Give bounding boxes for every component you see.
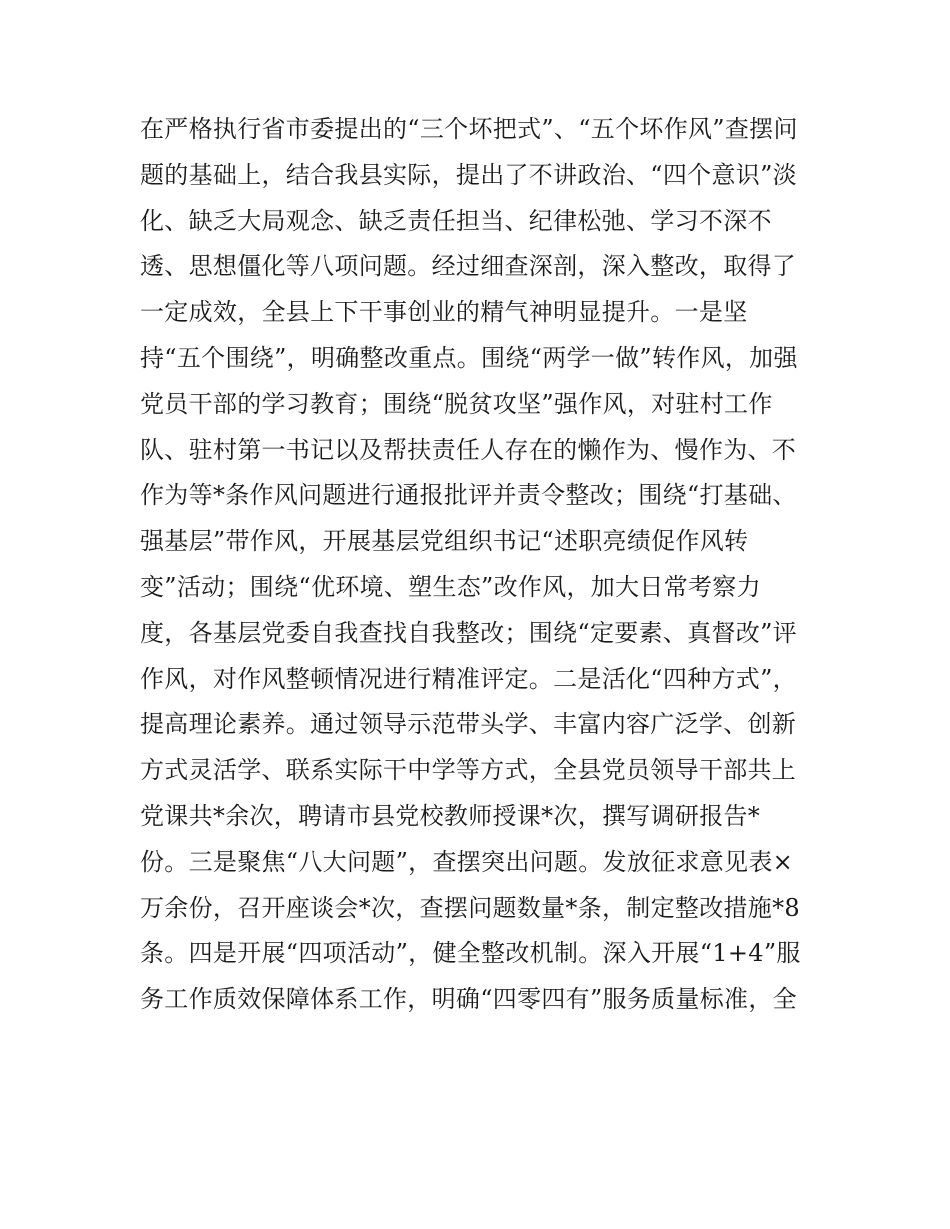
text-line: 作为等*条作风问题进行通报批评并责令整改；围绕“打基础、 <box>140 481 797 510</box>
text-line: 方式灵活学、联系实际干中学等方式，全县党员领导干部共上 <box>140 756 797 785</box>
body-text <box>140 107 820 1023</box>
text-line: 提高理论素养。通过领导示范带头学、丰富内容广泛学、创新 <box>140 710 797 739</box>
text-line: 份。三是聚焦“八大问题”，查摆突出问题。发放征求意见表× <box>140 847 794 876</box>
text-line: 度，各基层党委自我查找自我整改；围绕“定要素、真督改”评 <box>140 618 797 647</box>
text-line: 持“五个围绕”，明确整改重点。围绕“两学一做”转作风，加强 <box>140 343 798 372</box>
text-line: 变”活动；围绕“优环境、塑生态”改作风，加大日常考察力 <box>140 572 761 601</box>
text-line: 党员干部的学习教育；围绕“脱贫攻坚”强作风，对驻村工作 <box>140 389 773 418</box>
text-line: 万余份，召开座谈会*次，查摆问题数量*条，制定整改措施*8 <box>140 893 800 922</box>
text-line: 强基层”带作风，开展基层党组织书记“述职亮绩促作风转 <box>140 527 749 556</box>
text-line: 务工作质效保障体系工作，明确“四零四有”服务质量标准，全 <box>140 985 797 1014</box>
text-line: 队、驻村第一书记以及帮扶责任人存在的懒作为、慢作为、不 <box>140 435 797 464</box>
text-line: 一定成效，全县上下干事创业的精气神明显提升。一是坚 <box>140 298 748 327</box>
text-line: 作风，对作风整顿情况进行精准评定。二是活化“四种方式”， <box>140 664 797 693</box>
text-line: 化、缺乏大局观念、缺乏责任担当、纪律松弛、学习不深不 <box>140 206 772 235</box>
text-line: 在严格执行省市委提出的“三个坏把式”、“五个坏作风”查摆问 <box>140 115 798 143</box>
text-line: 党课共*余次，聘请市县党校教师授课*次，撰写调研报告* <box>140 801 761 830</box>
text-line: 透、思想僵化等八项问题。经过细查深剖，深入整改，取得了 <box>140 252 797 281</box>
text-line: 条。四是开展“四项活动”，健全整改机制。深入开展“1+4”服 <box>140 939 801 968</box>
text-line: 题的基础上，结合我县实际，提出了不讲政治、“四个意识”淡 <box>140 160 797 189</box>
